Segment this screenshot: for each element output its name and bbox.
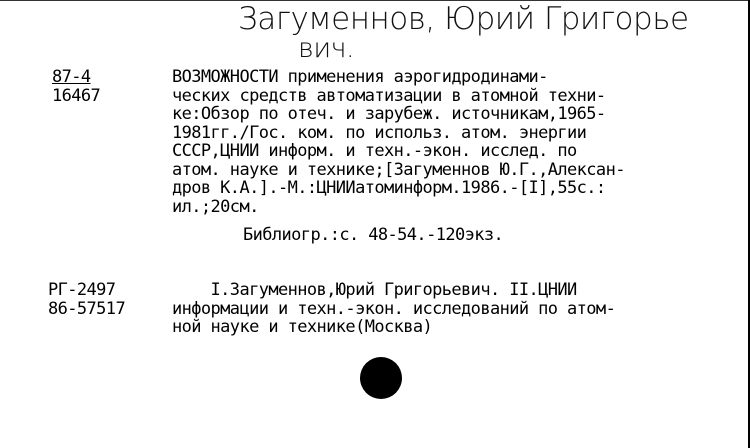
description-line: СССР,ЦНИИ информ. и техн.-экон. исслед. по — [172, 141, 577, 161]
description-line: ке:Обзор по отеч. и зарубеж. источникам,1965- — [172, 104, 606, 124]
bibliography-note: Библиогр.:с. 48-54.-120экз. — [243, 225, 504, 245]
registration-code-1: РГ-2497 — [48, 280, 116, 300]
shelf-code: 87-4 — [52, 67, 91, 87]
description-line: ческих средств автоматизации в атомной техни- — [172, 85, 606, 106]
description-line: атом. науке и технике;[Загуменнов Ю.Г.,Алексан- — [172, 159, 625, 180]
tracing-line: I.Загуменнов,Юрий Григорьевич. II.ЦНИИ — [172, 280, 577, 300]
handwritten-heading-line2: вич. — [298, 33, 355, 64]
shelf-number: 16467 — [52, 85, 101, 106]
tracing-entries — [172, 281, 615, 337]
description-line: 1981гг./Гос. ком. по использ. атом. энергии — [172, 122, 587, 143]
description-line: ил.;20см. — [172, 196, 259, 217]
registration-codes — [48, 281, 125, 318]
shelf-mark — [52, 68, 100, 105]
description-line: дров К.А.].-М.:ЦНИИатоминформ.1986.-[I],55с.: — [172, 178, 606, 198]
bibliographic-description — [172, 68, 625, 216]
punch-hole — [360, 357, 402, 399]
handwritten-author-heading — [238, 1, 689, 64]
handwritten-heading-line1: Загуменнов, Юрий Григорье — [238, 1, 689, 37]
tracing-line: информации и техн.-экон. исследований по атом- — [172, 298, 616, 319]
registration-code-2: 86-57517 — [48, 298, 126, 319]
description-line: ВОЗМОЖНОСТИ применения аэрогидродинами- — [172, 67, 548, 87]
tracing-line: ной науке и технике(Москва) — [172, 317, 433, 337]
